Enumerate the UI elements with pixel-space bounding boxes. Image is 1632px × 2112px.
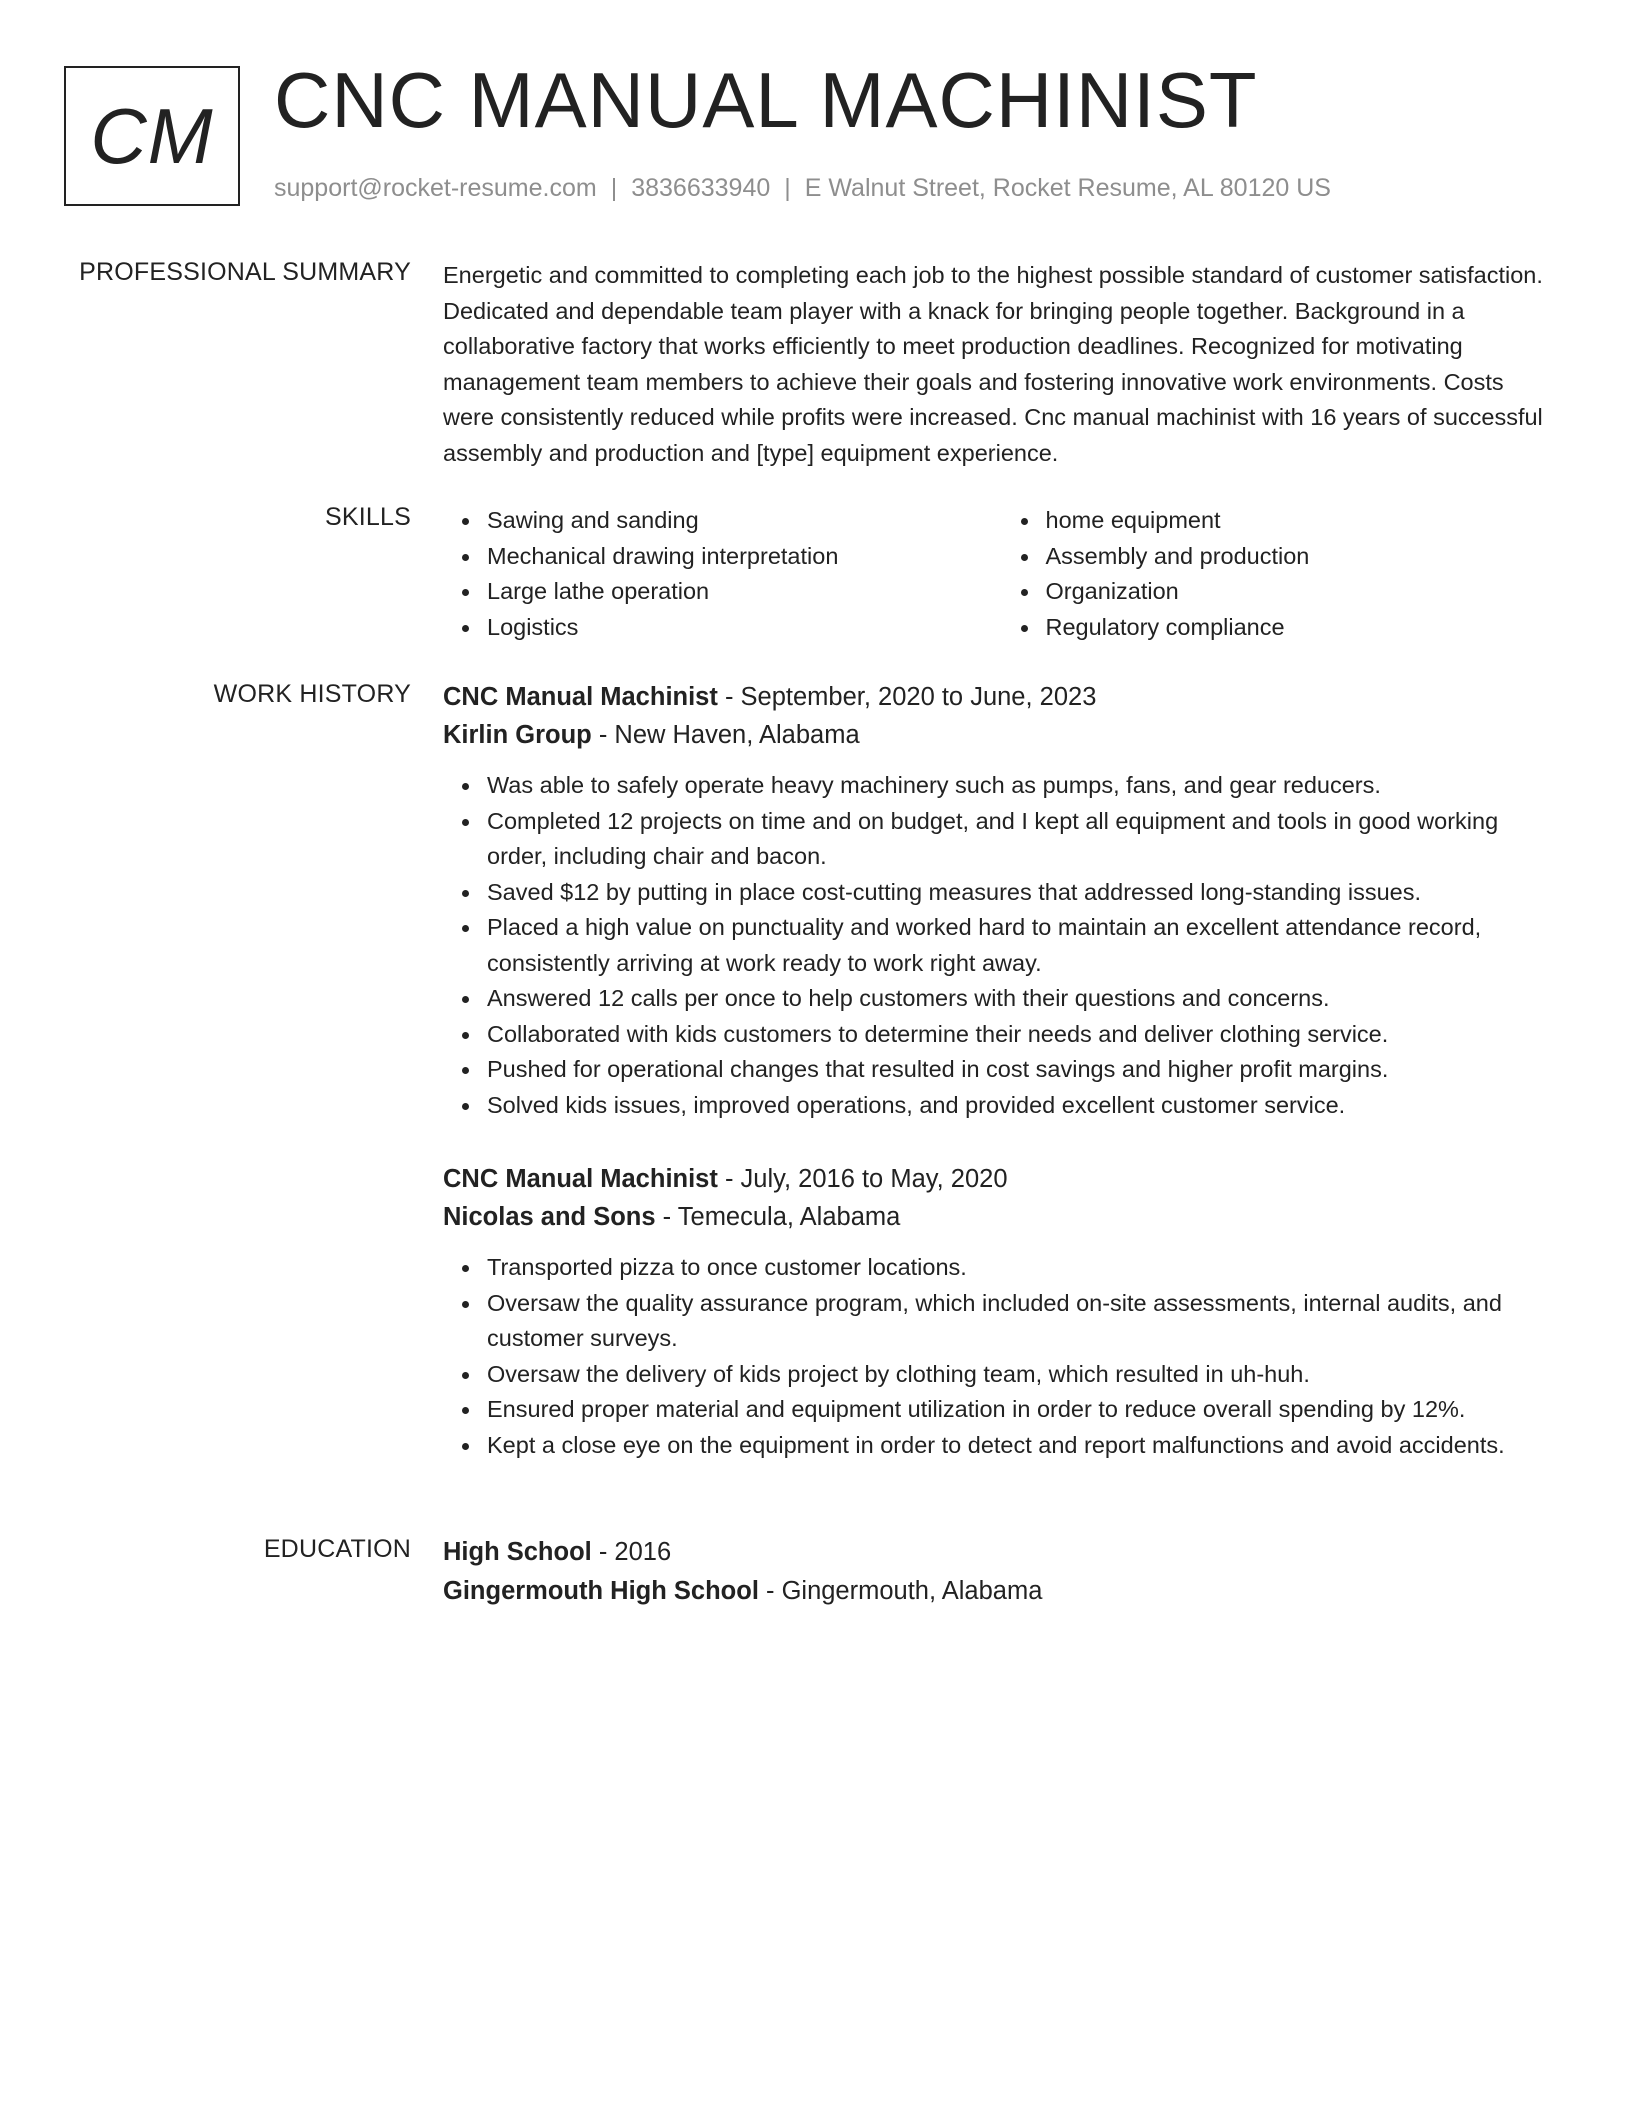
- education-degree: High School: [443, 1538, 592, 1566]
- education-degree-line: [443, 1533, 1560, 1571]
- education-year: - 2016: [591, 1538, 672, 1566]
- monogram-box: [64, 66, 240, 206]
- job-bullet: Was able to safely operate heavy machinery such as pumps, fans, and gear reducers.: [487, 768, 1560, 804]
- skill-item: Large lathe operation: [487, 574, 1002, 610]
- job-bullet: Pushed for operational changes that resulted in cost savings and higher profit margins.: [487, 1052, 1560, 1088]
- skills-list-left: [443, 503, 1002, 645]
- company-name: Nicolas and Sons: [443, 1203, 656, 1231]
- contact-separator: |: [784, 174, 791, 202]
- job-bullet: Oversaw the quality assurance program, which included on-site assessments, internal audits, and customer surveys.: [487, 1286, 1560, 1357]
- skill-item: Regulatory compliance: [1046, 610, 1561, 646]
- job-bullet: Answered 12 calls per once to help customers with their questions and concerns.: [487, 981, 1560, 1017]
- job-bullet: Solved kids issues, improved operations, and provided excellent customer service.: [487, 1088, 1560, 1124]
- contact-line: [274, 174, 1331, 203]
- contact-separator: |: [610, 174, 618, 202]
- job-bullet: Placed a high value on punctuality and worked hard to maintain an excellent attendance record, consistently arriving at work ready to work right away.: [487, 910, 1560, 981]
- job-bullet-list: [443, 768, 1560, 1123]
- summary-text: Energetic and committed to completing each job to the highest possible standard of customer satisfaction. Dedicated and dependable team player with a knack for bringing people together. Background in a collaborative factory that works efficiently to meet production deadlines. Recognized for motivating management team members to achieve their goals and fostering innovative work environments. Costs were consistently reduced while profits were increased. Cnc manual machinist with 16 years of successful assembly and production and [type] equipment experience.: [443, 262, 1543, 466]
- job-title: CNC Manual Machinist: [443, 1165, 718, 1193]
- job-bullet: Saved $12 by putting in place cost-cutting measures that addressed long-standing issues.: [487, 875, 1560, 911]
- section-label-work-history: WORK HISTORY: [213, 680, 411, 708]
- skill-item: Sawing and sanding: [487, 503, 1002, 539]
- job-title: CNC Manual Machinist: [443, 683, 718, 711]
- skill-item: Logistics: [487, 610, 1002, 646]
- skill-item: home equipment: [1046, 503, 1561, 539]
- contact-phone: 3836633940: [631, 174, 771, 202]
- education-school-line: [443, 1572, 1560, 1610]
- job-bullet: Transported pizza to once customer locations.: [487, 1250, 1560, 1286]
- resume-title: CNC MANUAL MACHINIST: [274, 56, 1258, 144]
- job-dates: - July, 2016 to May, 2020: [717, 1165, 1008, 1193]
- education-location: - Gingermouth, Alabama: [758, 1577, 1043, 1605]
- job-bullet: Completed 12 projects on time and on budget, and I kept all equipment and tools in good working order, including chair and bacon.: [487, 804, 1560, 875]
- contact-address: E Walnut Street, Rocket Resume, AL 80120 US: [804, 174, 1331, 202]
- skills-grid: [443, 503, 1560, 645]
- company-name: Kirlin Group: [443, 721, 592, 749]
- company-line: [443, 1198, 1560, 1236]
- job-bullet-list: [443, 1250, 1560, 1463]
- skill-item: Organization: [1046, 574, 1561, 610]
- summary-body: [443, 258, 1560, 471]
- job-entry: [443, 678, 1560, 1123]
- education-entry: [443, 1533, 1560, 1610]
- job-title-line: [443, 1160, 1560, 1198]
- section-label-education: EDUCATION: [263, 1535, 411, 1563]
- skill-item: Assembly and production: [1046, 539, 1561, 575]
- company-location: - New Haven, Alabama: [591, 721, 860, 749]
- job-bullet: Collaborated with kids customers to determine their needs and deliver clothing service.: [487, 1017, 1560, 1053]
- job-title-line: [443, 678, 1560, 716]
- skills-list-right: [1002, 503, 1561, 645]
- monogram-initials: CM: [90, 92, 214, 180]
- section-label-summary: PROFESSIONAL SUMMARY: [79, 258, 411, 286]
- skill-item: Mechanical drawing interpretation: [487, 539, 1002, 575]
- company-location: - Temecula, Alabama: [655, 1203, 901, 1231]
- job-bullet: Oversaw the delivery of kids project by clothing team, which resulted in uh-huh.: [487, 1357, 1560, 1393]
- job-bullet: Ensured proper material and equipment utilization in order to reduce overall spending by 12%.: [487, 1392, 1560, 1428]
- contact-email: support@rocket-resume.com: [274, 174, 597, 202]
- section-label-skills: SKILLS: [325, 503, 411, 531]
- education-school: Gingermouth High School: [443, 1577, 759, 1605]
- job-dates: - September, 2020 to June, 2023: [717, 683, 1097, 711]
- job-bullet: Kept a close eye on the equipment in order to detect and report malfunctions and avoid accidents.: [487, 1428, 1560, 1464]
- company-line: [443, 716, 1560, 754]
- job-entry: [443, 1160, 1560, 1463]
